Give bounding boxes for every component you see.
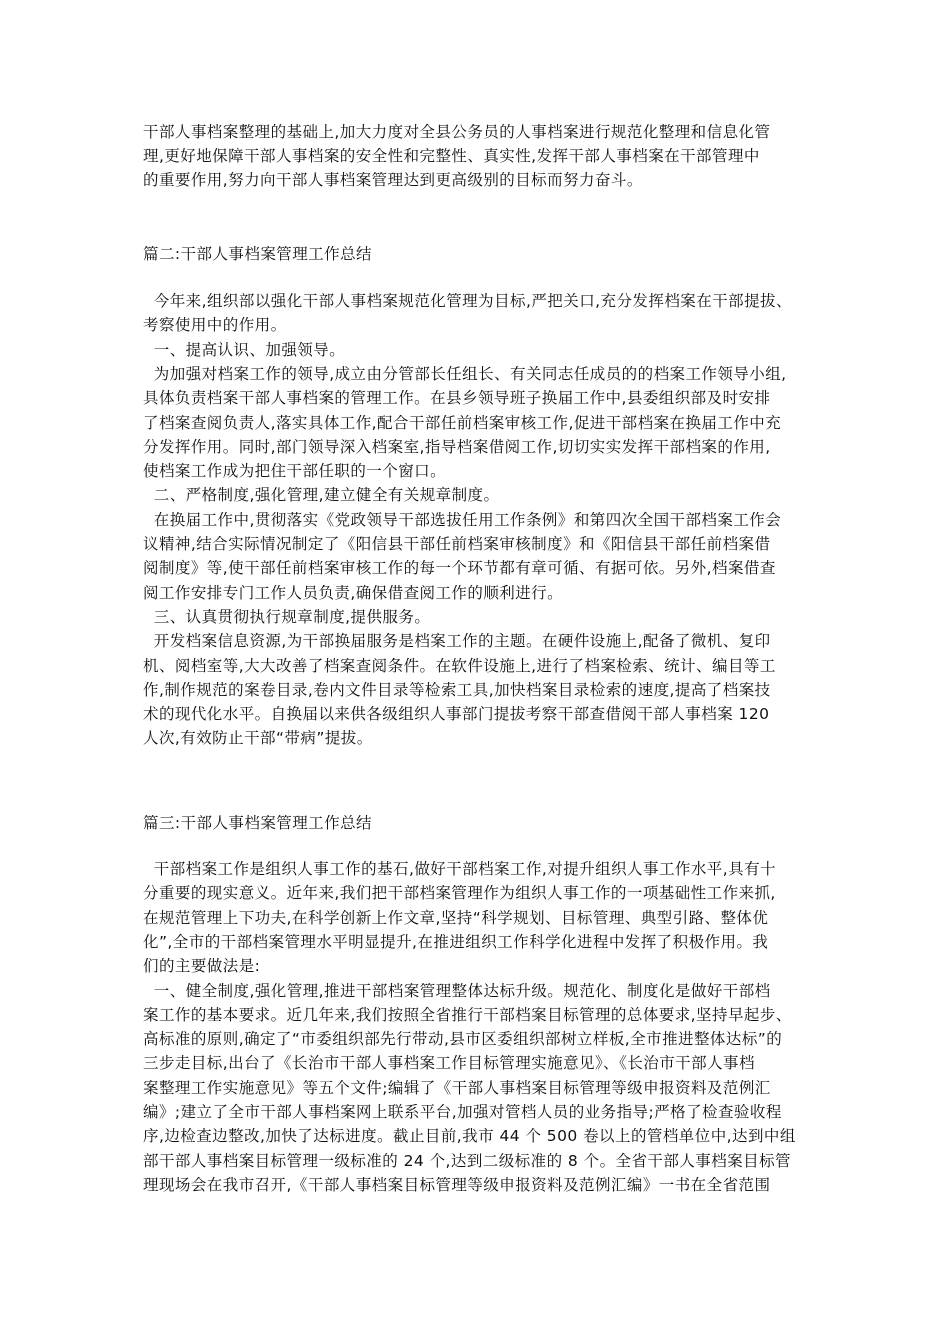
section2-line: 考察使用中的作用。: [143, 316, 287, 334]
section3-line: 理现场会在我市召开,《干部人事档案目标管理等级申报资料及范例汇编》一书在全省范围: [143, 1176, 771, 1194]
intro-line: 干部人事档案整理的基础上,加大力度对全县公务员的人事档案进行规范化整理和信息化管: [143, 123, 771, 141]
section2-line: 了档案查阅负责人,落实具体工作,配合干部任前档案审核工作,促进干部档案在换届工作中充: [143, 414, 782, 432]
section3-line: 在规范管理上下功夫,在科学创新上作文章,坚持“科学规划、目标管理、典型引路、整体优: [143, 909, 769, 927]
section3-line: 分重要的现实意义。近年来,我们把干部档案管理作为组织人事工作的一项基础性工作来抓,: [143, 884, 776, 902]
intro-line: 的重要作用,努力向干部人事档案管理达到更高级别的目标而努力奋斗。: [143, 171, 643, 189]
intro-line: 理,更好地保障干部人事档案的安全性和完整性、真实性,发挥干部人事档案在干部管理中: [143, 147, 760, 165]
section3-line: 化”,全市的干部档案管理水平明显提升,在推进组织工作科学化进程中发挥了积极作用。我: [143, 933, 769, 951]
section2-line: 分发挥作用。同时,部门领导深入档案室,指导档案借阅工作,切切实实发挥干部档案的作用,: [143, 438, 771, 456]
section2-heading: 篇二:干部人事档案管理工作总结: [143, 245, 372, 263]
section3-line: 案工作的基本要求。近几年来,我们按照全省推行干部档案目标管理的总体要求,坚持早起步、: [143, 1006, 792, 1024]
section2-line: 议精神,结合实际情况制定了《阳信县干部任前档案审核制度》和《阳信县干部任前档案借: [143, 535, 771, 553]
section2-line: 一、提高认识、加强领导。: [143, 341, 346, 359]
section2-line: 三、认真贯彻执行规章制度,提供服务。: [143, 608, 431, 626]
section3-line: 三步走目标,出台了《长治市干部人事档案工作目标管理实施意见》、《长治市干部人事档: [143, 1054, 755, 1072]
section3-line: 一、健全制度,强化管理,推进干部档案管理整体达标升级。规范化、制度化是做好干部档: [143, 982, 771, 1000]
section2-line: 在换届工作中,贯彻落实《党政领导干部选拔任用工作条例》和第四次全国干部档案工作会: [143, 511, 782, 529]
section3-line: 部干部人事档案目标管理一级标准的 24 个,达到二级标准的 8 个。全省干部人事档案目标管: [143, 1152, 791, 1170]
section2-line: 作,制作规范的案卷目录,卷内文件目录等检索工具,加快档案目录检索的速度,提高了档案技: [143, 681, 771, 699]
section2-line: 开发档案信息资源,为干部换届服务是档案工作的主题。在硬件设施上,配备了微机、复印: [143, 632, 771, 650]
section2-line: 二、严格制度,强化管理,建立健全有关规章制度。: [143, 486, 500, 504]
section2-line: 阅制度》等,使干部任前档案审核工作的每一个环节都有章可循、有据可依。另外,档案借查: [143, 559, 776, 577]
section2-line: 阅工作安排专门工作人员负责,确保借查阅工作的顺利进行。: [143, 584, 564, 602]
section3-heading: 篇三:干部人事档案管理工作总结: [143, 814, 372, 832]
section3-line: 编》;建立了全市干部人事档案网上联系平台,加强对管档人员的业务指导;严格了检查验收程: [143, 1103, 782, 1121]
section3-line: 序,边检查边整改,加快了达标进度。截止目前,我市 44 个 500 卷以上的管档单位中,达到中组: [143, 1127, 796, 1145]
section2-line: 人次,有效防止干部“带病”提拔。: [143, 729, 373, 747]
section2-line: 具体负责档案干部人事档案的管理工作。在县乡领导班子换届工作中,县委组织部及时安排: [143, 389, 771, 407]
section2-line: 今年来,组织部以强化干部人事档案规范化管理为目标,严把关口,充分发挥档案在干部提拔、: [143, 292, 792, 310]
section3-line: 高标准的原则,确定了“市委组织部先行带动,县市区委组织部树立样板,全市推进整体达标”的: [143, 1030, 783, 1048]
section2-line: 机、阅档室等,大大改善了档案查阅条件。在软件设施上,进行了档案检索、统计、编目等工: [143, 657, 776, 675]
section3-line: 们的主要做法是:: [143, 957, 261, 975]
section3-line: 案整理工作实施意见》等五个文件;编辑了《干部人事档案目标管理等级申报资料及范例汇: [143, 1079, 771, 1097]
section3-line: 干部档案工作是组织人事工作的基石,做好干部档案工作,对提升组织人事工作水平,具有十: [143, 860, 776, 878]
section2-line: 术的现代化水平。自换届以来供各级组织人事部门提拔考察干部查借阅干部人事档案 120: [143, 705, 770, 723]
section2-line: 为加强对档案工作的领导,成立由分管部长任组长、有关同志任成员的的档案工作领导小组,: [143, 365, 787, 383]
section2-line: 使档案工作成为把住干部任职的一个窗口。: [143, 462, 447, 480]
